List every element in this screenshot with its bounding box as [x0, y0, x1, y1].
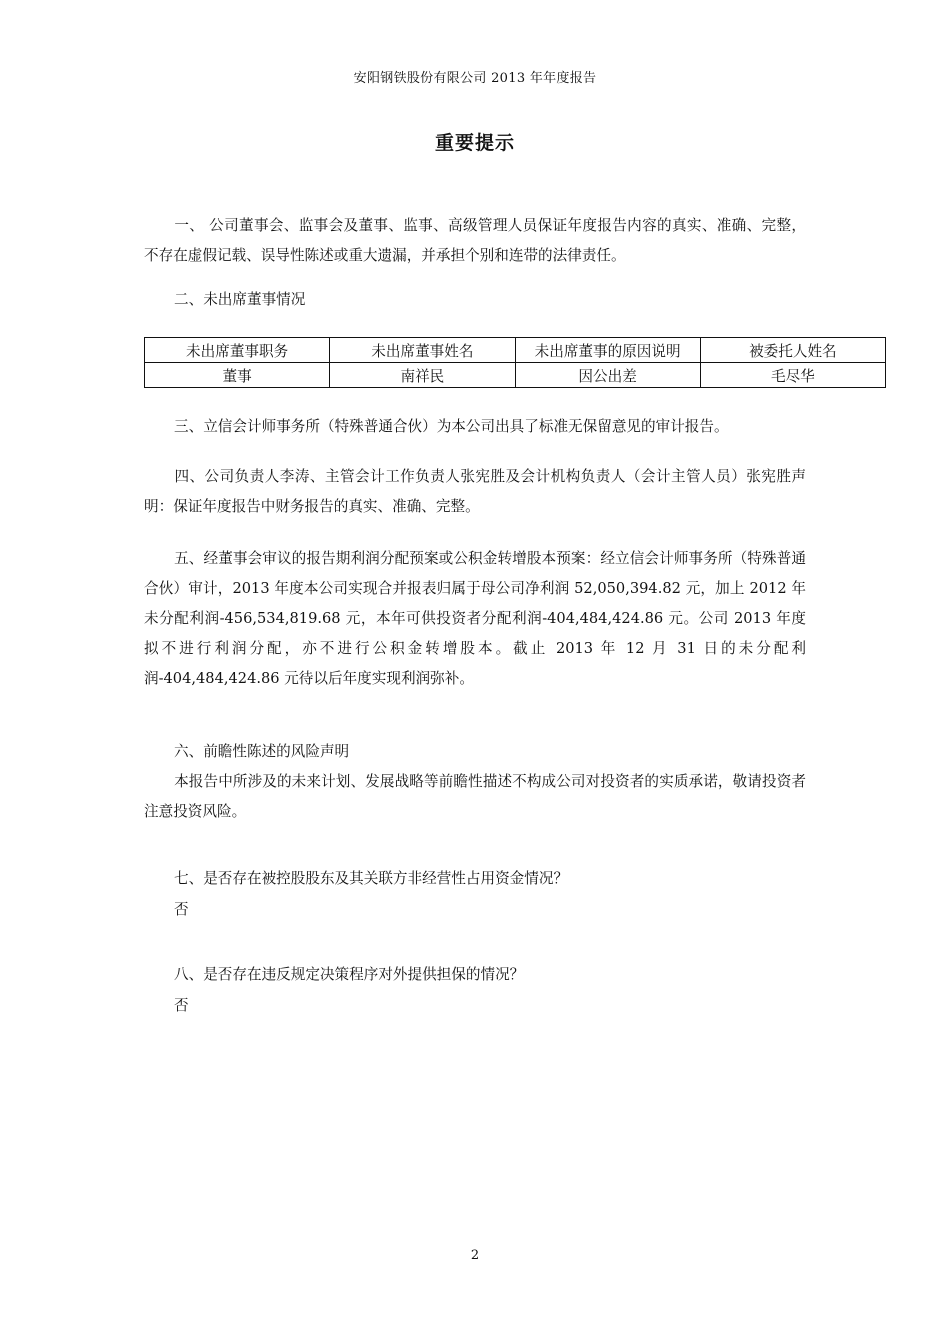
- table-header-cell: 未出席董事职务: [145, 338, 330, 363]
- table-header-cell: 被委托人姓名: [700, 338, 885, 363]
- section-8-question: 八、是否存在违反规定决策程序对外提供担保的情况？: [174, 966, 525, 983]
- section-8-answer: 否: [174, 997, 189, 1014]
- table-header-row: [145, 338, 886, 363]
- table-cell: 毛尽华: [700, 363, 885, 388]
- page-title: 重要提示: [434, 132, 515, 154]
- section-4-text: 四、公司负责人李涛、主管会计工作负责人张宪胜及会计机构负责人（会计主管人员）张宪胜声明：保证年度报告中财务报告的真实、准确、完整。: [144, 468, 806, 515]
- section-5-paragraph: [144, 544, 806, 694]
- table-cell: 南祥民: [330, 363, 515, 388]
- section-2-heading: 二、未出席董事情况: [174, 291, 306, 308]
- table-cell: 董事: [145, 363, 330, 388]
- table-cell: 因公出差: [515, 363, 700, 388]
- section-5-text: 五、经董事会审议的报告期利润分配预案或公积金转增股本预案：经立信会计师事务所（特殊普通合伙）审计，2013 年度本公司实现合并报表归属于母公司净利润 52,050,394.82 元，加上 2012 年未分配利润-456,534,819.68 元，本年可供投资者分配利润-404,484,424.86 元。公司 2013 年度拟不进行利润分配，亦不进行公积金转增股本。截止 2013 年 12 月 31 日的未分配利润-404,484,424.86 元待以后年度实现利润弥补。: [144, 550, 806, 687]
- section-6-text: 本报告中所涉及的未来计划、发展战略等前瞻性描述不构成公司对投资者的实质承诺，敬请投资者注意投资风险。: [144, 773, 806, 820]
- section-6-paragraph: [144, 767, 806, 827]
- section-1-text: 一、 公司董事会、监事会及董事、监事、高级管理人员保证年度报告内容的真实、准确、完整，不存在虚假记载、误导性陈述或重大遗漏，并承担个别和连带的法律责任。: [144, 217, 806, 264]
- page-number: 2: [470, 1248, 480, 1263]
- table-header-cell: 未出席董事姓名: [330, 338, 515, 363]
- section-4-paragraph: [144, 462, 806, 522]
- running-header: 安阳钢铁股份有限公司 2013 年年度报告: [353, 71, 597, 86]
- section-3-paragraph: [144, 412, 806, 442]
- absent-directors-table: [144, 337, 886, 388]
- section-7-answer: 否: [174, 901, 189, 918]
- section-3-text: 三、立信会计师事务所（特殊普通合伙）为本公司出具了标准无保留意见的审计报告。: [174, 418, 729, 435]
- table-row: [145, 363, 886, 388]
- section-7-question: 七、是否存在被控股股东及其关联方非经营性占用资金情况？: [174, 870, 569, 887]
- section-1-paragraph: [144, 211, 806, 271]
- table-header-cell: 未出席董事的原因说明: [515, 338, 700, 363]
- section-6-heading: 六、前瞻性陈述的风险声明: [174, 743, 350, 760]
